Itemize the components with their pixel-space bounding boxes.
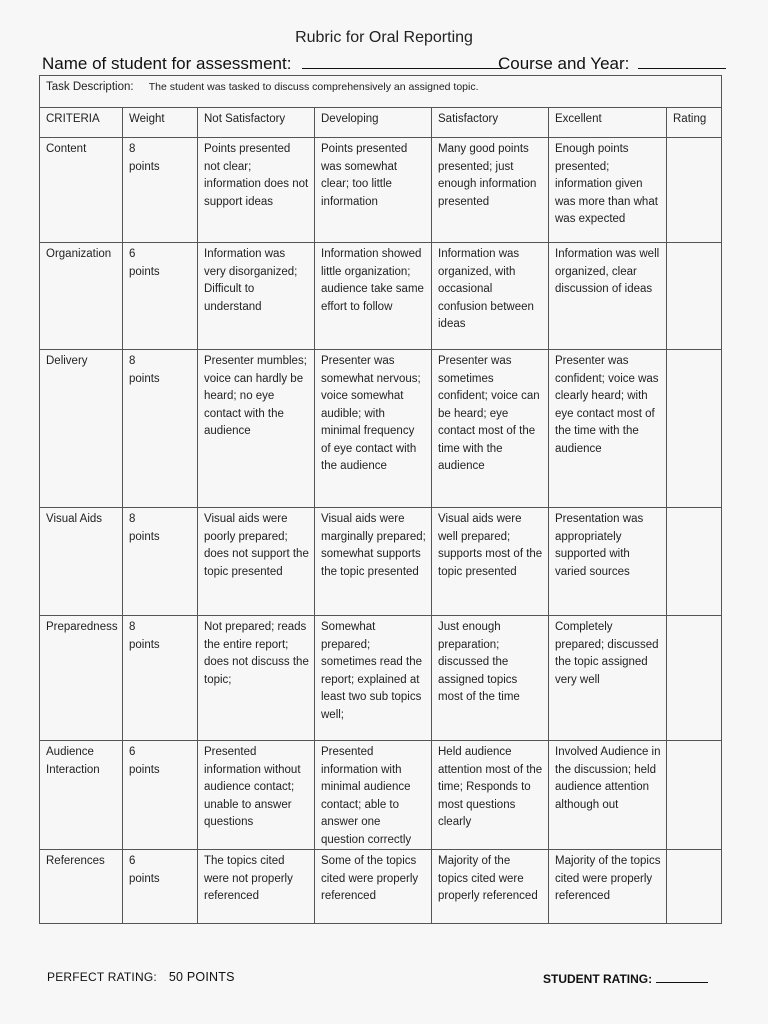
weight-unit: points	[129, 763, 160, 776]
rating-cell[interactable]	[667, 350, 722, 508]
not-satisfactory-cell: Information was very disorganized; Difficult to understand	[198, 243, 315, 350]
header-weight: Weight	[123, 108, 198, 138]
weight-cell	[123, 508, 198, 616]
developing-cell: Somewhat prepared; sometimes read the report; explained at least two sub topics well;	[315, 616, 432, 741]
task-description-cell	[40, 76, 722, 108]
weight-cell	[123, 850, 198, 924]
perfect-rating-label: PERFECT RATING:	[47, 970, 157, 984]
not-satisfactory-cell: Not prepared; reads the entire report; does not discuss the topic;	[198, 616, 315, 741]
weight-unit: points	[129, 872, 160, 885]
satisfactory-cell: Held audience attention most of the time; Responds to most questions clearly	[432, 741, 549, 850]
weight-number: 6	[129, 855, 136, 867]
table-row	[40, 850, 722, 924]
weight-number: 8	[129, 355, 136, 367]
header-row	[40, 108, 722, 138]
header-rating: Rating	[667, 108, 722, 138]
satisfactory-cell: Presenter was sometimes confident; voice can be heard; eye contact most of the time with the audience	[432, 350, 549, 508]
weight-unit: points	[129, 265, 160, 278]
table-row	[40, 243, 722, 350]
not-satisfactory-cell: Visual aids were poorly prepared; does not support the topic presented	[198, 508, 315, 616]
weight-cell	[123, 616, 198, 741]
criteria-cell: References	[40, 850, 123, 924]
rating-cell[interactable]	[667, 616, 722, 741]
excellent-cell: Involved Audience in the discussion; held audience attention although out	[549, 741, 667, 850]
satisfactory-cell: Majority of the topics cited were properly referenced	[432, 850, 549, 924]
excellent-cell: Presenter was confident; voice was clearly heard; with eye contact most of the time with the audience	[549, 350, 667, 508]
developing-cell: Information showed little organization; audience take same effort to follow	[315, 243, 432, 350]
satisfactory-cell: Just enough preparation; discussed the assigned topics most of the time	[432, 616, 549, 741]
weight-cell	[123, 243, 198, 350]
student-rating	[543, 970, 708, 986]
weight-cell	[123, 350, 198, 508]
excellent-cell: Enough points presented; information given was more than what was expected	[549, 138, 667, 243]
not-satisfactory-cell: Presenter mumbles; voice can hardly be heard; no eye contact with the audience	[198, 350, 315, 508]
header-satisfactory: Satisfactory	[432, 108, 549, 138]
satisfactory-cell: Visual aids were well prepared; supports most of the topic presented	[432, 508, 549, 616]
table-row	[40, 741, 722, 850]
course-year-label: Course and Year:	[498, 54, 630, 73]
weight-number: 8	[129, 621, 136, 633]
excellent-cell: Information was well organized, clear discussion of ideas	[549, 243, 667, 350]
course-year-group	[498, 53, 726, 74]
criteria-cell: Content	[40, 138, 123, 243]
weight-unit: points	[129, 160, 160, 173]
student-rating-label: STUDENT RATING:	[543, 972, 653, 986]
course-year-blank[interactable]	[638, 53, 726, 69]
perfect-rating-value: 50 POINTS	[168, 970, 235, 984]
criteria-cell: Delivery	[40, 350, 123, 508]
not-satisfactory-cell: Presented information without audience contact; unable to answer questions	[198, 741, 315, 850]
excellent-cell: Completely prepared; discussed the topic assigned very well	[549, 616, 667, 741]
weight-unit: points	[129, 372, 160, 385]
weight-cell	[123, 138, 198, 243]
weight-unit: points	[129, 638, 160, 651]
header-not-satisfactory: Not Satisfactory	[198, 108, 315, 138]
weight-unit: points	[129, 530, 160, 543]
developing-cell: Some of the topics cited were properly referenced	[315, 850, 432, 924]
header-criteria: CRITERIA	[40, 108, 123, 138]
rating-cell[interactable]	[667, 243, 722, 350]
student-name-label: Name of student for assessment:	[42, 54, 292, 73]
weight-cell	[123, 741, 198, 850]
not-satisfactory-cell: The topics cited were not properly referenced	[198, 850, 315, 924]
header-excellent: Excellent	[549, 108, 667, 138]
rating-cell[interactable]	[667, 138, 722, 243]
weight-number: 8	[129, 513, 136, 525]
table-row	[40, 350, 722, 508]
excellent-cell: Majority of the topics cited were properly referenced	[549, 850, 667, 924]
rating-cell[interactable]	[667, 741, 722, 850]
task-description-label: Task Description:	[46, 81, 134, 93]
criteria-cell: Organization	[40, 243, 123, 350]
table-row	[40, 616, 722, 741]
weight-number: 6	[129, 248, 136, 260]
task-description-row	[40, 76, 722, 108]
page-title: Rubric for Oral Reporting	[295, 29, 473, 46]
rubric-table	[39, 75, 722, 924]
table-row	[40, 508, 722, 616]
criteria-cell: Visual Aids	[40, 508, 123, 616]
student-info-line	[42, 53, 722, 74]
developing-cell: Presented information with minimal audience contact; able to answer one question correctly	[315, 741, 432, 850]
student-rating-blank[interactable]	[656, 970, 708, 983]
header-developing: Developing	[315, 108, 432, 138]
developing-cell: Points presented was somewhat clear; too little information	[315, 138, 432, 243]
criteria-cell: Audience Interaction	[40, 741, 123, 850]
satisfactory-cell: Many good points presented; just enough information presented	[432, 138, 549, 243]
perfect-rating	[47, 970, 235, 984]
not-satisfactory-cell: Points presented not clear; information does not support ideas	[198, 138, 315, 243]
task-description-text: The student was tasked to discuss comprehensively an assigned topic.	[148, 81, 479, 93]
weight-number: 6	[129, 746, 136, 758]
criteria-cell: Preparedness	[40, 616, 123, 741]
weight-number: 8	[129, 143, 136, 155]
excellent-cell: Presentation was appropriately supported with varied sources	[549, 508, 667, 616]
satisfactory-cell: Information was organized, with occasional confusion between ideas	[432, 243, 549, 350]
table-row	[40, 138, 722, 243]
rating-cell[interactable]	[667, 850, 722, 924]
developing-cell: Presenter was somewhat nervous; voice somewhat audible; with minimal frequency of eye contact with the audience	[315, 350, 432, 508]
rating-cell[interactable]	[667, 508, 722, 616]
developing-cell: Visual aids were marginally prepared; somewhat supports the topic presented	[315, 508, 432, 616]
student-name-blank[interactable]	[302, 53, 502, 69]
